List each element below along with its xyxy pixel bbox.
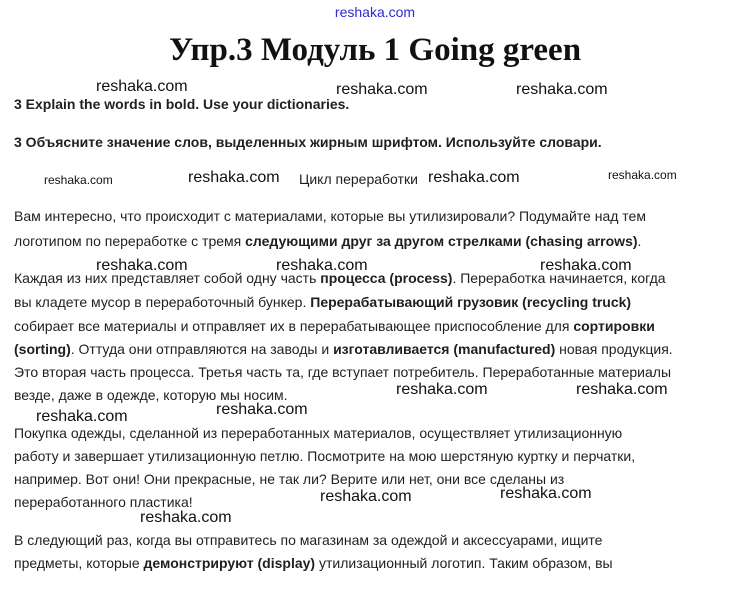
watermark: reshaka.com — [36, 408, 128, 425]
text-line: логотипом по переработке с тремя следующими друг за другом стрелками (chasing arrows). — [14, 233, 642, 249]
watermark: reshaka.com — [336, 81, 428, 98]
watermark: reshaka.com — [276, 257, 368, 274]
watermark: reshaka.com — [216, 401, 308, 418]
watermark: reshaka.com — [96, 257, 188, 274]
text-line: В следующий раз, когда вы отправитесь по магазинам за одеждой и аксессуарами, ищите — [14, 532, 603, 548]
text-line: переработанного пластика! — [14, 494, 193, 510]
text-line: Каждая из них представляет собой одну часть процесса (process). Переработка начинается, когда — [14, 270, 666, 286]
watermark: reshaka.com — [428, 169, 520, 186]
watermark: reshaka.com — [396, 381, 488, 398]
text-line: предметы, которые демонстрируют (display) утилизационный логотип. Таким образом, вы — [14, 555, 613, 571]
watermark: reshaka.com — [188, 169, 280, 186]
watermark: reshaka.com — [576, 381, 668, 398]
watermark: reshaka.com — [516, 81, 608, 98]
watermark: reshaka.com — [320, 488, 412, 505]
text-line: вы кладете мусор в переработочный бункер. Перерабатывающий грузовик (recycling truck) — [14, 294, 632, 310]
text-line: везде, даже в одежде, которую мы носим. — [14, 387, 288, 403]
text-line: (sorting). Оттуда они отправляются на заводы и изготавливается (manufactured) новая продукция. — [14, 341, 673, 357]
task-english: 3 Explain the words in bold. Use your dictionaries. — [14, 96, 350, 112]
section-caption: Цикл переработки — [299, 171, 418, 187]
watermark: reshaka.com — [540, 257, 632, 274]
site-link[interactable]: reshaka.com — [334, 4, 416, 20]
watermark: reshaka.com — [96, 78, 188, 95]
page-title: Упр.3 Модуль 1 Going green — [168, 32, 582, 68]
text-line: Покупка одежды, сделанной из переработанных материалов, осуществляет утилизационную — [14, 425, 623, 441]
text-line: работу и завершает утилизационную петлю. Посмотрите на мою шерстяную куртку и перчатки, — [14, 448, 636, 464]
text-line: собирает все материалы и отправляет их в перерабатывающее приспособление для сортировки — [14, 318, 655, 334]
watermark: reshaka.com — [44, 173, 113, 187]
task-russian: 3 Объясните значение слов, выделенных жирным шрифтом. Используйте словари. — [14, 134, 602, 150]
watermark: reshaka.com — [500, 485, 592, 502]
text-line: Это вторая часть процесса. Третья часть та, где вступает потребитель. Переработанные материалы — [14, 364, 672, 380]
text-line: Вам интересно, что происходит с материалами, которые вы утилизировали? Подумайте над тем — [14, 208, 646, 224]
watermark: reshaka.com — [140, 509, 232, 526]
watermark: reshaka.com — [608, 168, 677, 182]
text-line: например. Вот они! Они прекрасные, не так ли? Верите или нет, они все сделаны из — [14, 471, 565, 487]
